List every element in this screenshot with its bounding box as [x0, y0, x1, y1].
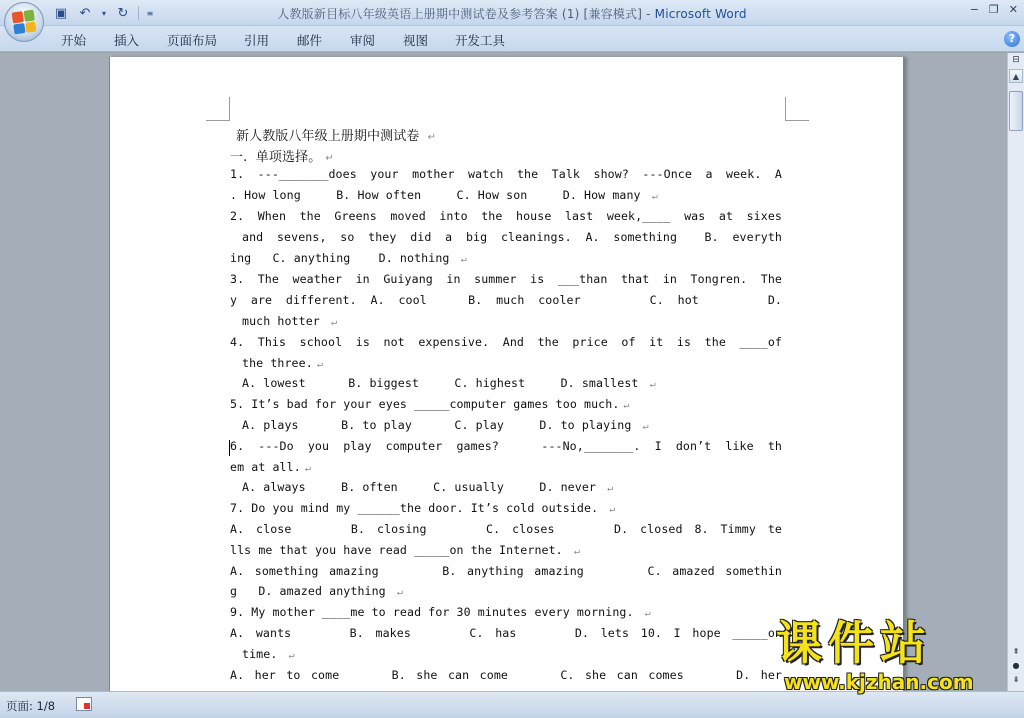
window-title [0, 5, 1024, 22]
question-line: 9. My mother ____me to read for 30 minutes every morning. ↵ [230, 605, 651, 619]
document-page[interactable] [109, 57, 904, 697]
tab-review[interactable]: 审阅 [350, 33, 376, 48]
customize-toolbar-icon[interactable]: ≡ [146, 8, 154, 18]
office-button[interactable] [4, 2, 44, 42]
text-cursor [229, 440, 230, 456]
tab-view[interactable]: 视图 [403, 33, 429, 48]
question-line: lls me that you have read _____on the Internet. ↵ [230, 543, 580, 557]
ribbon-tabs [0, 26, 1024, 52]
option-line: A. lowest B. biggest C. highest D. smallest ↵ [242, 376, 656, 390]
redo-icon[interactable]: ↻ [117, 5, 129, 21]
option-line: g D. amazed anything ↵ [230, 584, 403, 598]
document-title: 新人教版八年级上册期中测试卷 ↵ [236, 129, 437, 144]
tab-mailings[interactable]: 邮件 [297, 33, 323, 48]
crop-mark-left [206, 97, 230, 121]
tab-page-layout[interactable]: 页面布局 [167, 33, 218, 48]
question-line: em at all. ↵ [230, 460, 311, 474]
status-bar [0, 691, 1024, 718]
office-logo-icon [12, 10, 37, 35]
dropdown-arrow-icon[interactable]: ▾ [101, 8, 106, 18]
question-line: 4. This school is not expensive. And the price of it is the ____of [230, 335, 782, 349]
question-line: time. ↵ [242, 647, 295, 661]
vertical-scrollbar[interactable] [1007, 53, 1024, 691]
question-line: 1. ---_______does your mother watch the Talk show? ---Once a week. A [230, 167, 782, 181]
option-line: A. her to come B. she can come C. she can comes D. her [230, 668, 782, 682]
question-line: the three. ↵ [242, 356, 323, 370]
tab-developer[interactable]: 开发工具 [455, 33, 506, 48]
scroll-thumb[interactable] [1009, 91, 1023, 131]
question-line: 6. ---Do you play computer games? ---No,_______. I don’t like th [230, 439, 782, 453]
crop-mark-right [785, 97, 809, 121]
option-line: A. close B. closing C. closes D. closed 8. Timmy te [230, 522, 782, 536]
view-ruler-icon[interactable]: ⊟ [1012, 55, 1020, 65]
option-line: y are different. A. cool B. much cooler C. hot D. [230, 293, 782, 307]
question-line: 3. The weather in Guiyang in summer is ___than that in Tongren. The [230, 272, 782, 286]
document-name: 人教版新目标八年级英语上册期中测试卷及参考答案 (1) [兼容模式] - [277, 7, 655, 21]
select-browse-object-icon[interactable]: ● [1012, 661, 1020, 670]
option-line: A. always B. often C. usually D. never ↵ [242, 480, 614, 494]
window-controls [970, 3, 1018, 16]
help-button[interactable]: ? [1004, 31, 1020, 47]
option-line: A. something amazing B. anything amazing C. amazed somethin [230, 564, 782, 578]
minimize-button[interactable]: − [969, 3, 979, 16]
page-counter[interactable]: 页面: 1/8 [6, 699, 56, 713]
watermark-url: www.kjzhan.com [784, 670, 974, 694]
previous-page-icon[interactable]: ⇞ [1012, 647, 1020, 656]
tab-references[interactable]: 引用 [244, 33, 270, 48]
next-page-icon[interactable]: ⇟ [1012, 675, 1020, 684]
tab-insert[interactable]: 插入 [114, 33, 140, 48]
question-line: 7. Do you mind my ______the door. It’s cold outside. ↵ [230, 501, 616, 515]
close-button[interactable]: ✕ [1008, 3, 1018, 16]
question-line: and sevens, so they did a big cleanings. A. something B. everyth [242, 230, 782, 244]
application-name: Microsoft Word [654, 7, 747, 21]
option-line: A. wants B. makes C. has D. lets 10. I hope _____on [230, 626, 782, 640]
restore-button[interactable]: ❐ [988, 3, 999, 16]
option-line: . How long B. How often C. How son D. How many ↵ [230, 188, 658, 202]
scroll-up-arrow-icon[interactable]: ▲ [1009, 69, 1023, 83]
watermark-text: 课件站 [776, 616, 932, 670]
question-line: 5. It’s bad for your eyes _____computer games too much. ↵ [230, 397, 630, 411]
document-workspace [0, 53, 1007, 691]
option-line: ing C. anything D. nothing ↵ [230, 251, 467, 265]
title-bar [0, 0, 1024, 26]
tab-home[interactable]: 开始 [61, 33, 87, 48]
watermark-logo [770, 618, 1010, 694]
question-line: 2. When the Greens moved into the house last week,____ was at sixes [230, 209, 782, 223]
undo-icon[interactable]: ↶ [79, 5, 91, 21]
proofing-errors-icon[interactable] [76, 697, 92, 711]
section-heading: 一. 单项选择。 ↵ [230, 150, 334, 165]
option-line: much hotter ↵ [242, 314, 338, 328]
save-icon[interactable]: ▣ [54, 5, 68, 21]
option-line: A. plays B. to play C. play D. to playing ↵ [242, 418, 649, 432]
